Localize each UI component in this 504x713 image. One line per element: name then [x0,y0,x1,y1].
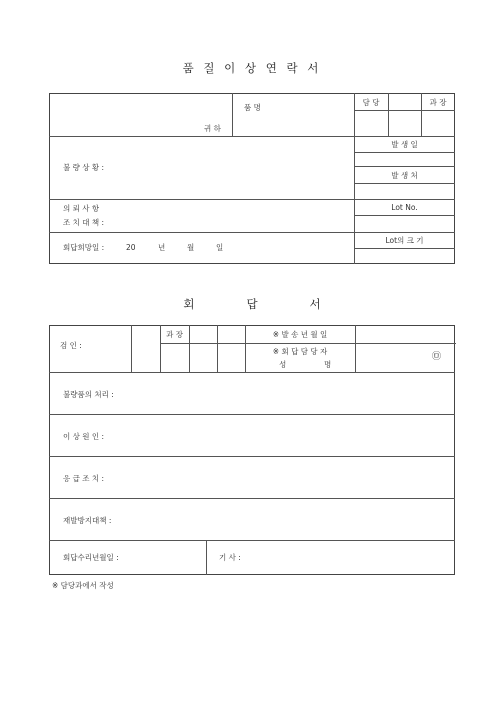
page-title: 품 질 이 상 연 락 서 [182,61,322,75]
section-chief-label: 과 장 [166,330,183,339]
product-name-label: 품 명 [244,103,261,112]
divider [354,183,455,184]
reply-title-char: 회 [183,297,195,311]
send-date-label: ※ 발 송 년 월 일 [272,330,328,339]
divider [49,232,455,233]
action-plan-label: 조 치 대 책 : [63,218,105,227]
divider [49,498,455,499]
section-chief-label: 과 장 [429,98,447,107]
reply-title [0,296,504,312]
divider [131,325,132,372]
reply-manager-label: ※ 회 답 담 당 자 [272,347,328,356]
reply-year-unit: 년 [158,243,166,252]
divider [49,456,455,457]
divider [354,136,455,137]
reply-year: 20 [126,243,136,252]
reply-day-unit: 일 [216,243,224,252]
occurrence-place-label: 발 생 처 [391,171,418,180]
recipient-label: 귀 하 [204,124,221,133]
lot-no-label: Lot No. [391,203,418,212]
divider [49,540,455,541]
divider [49,414,455,415]
reply-title-char: 서 [309,297,321,311]
repair-date-label: 회답수리년월일 : [63,553,119,562]
manager-label: 담 당 [362,98,380,107]
emergency-action-label: 응 급 조 치 : [63,474,105,483]
divider [49,199,455,200]
divider [354,152,455,153]
reply-manager-name-b: 명 [324,360,332,369]
reply-month-unit: 월 [187,243,195,252]
defect-status-label: 불 량 상 황 : [63,163,105,172]
divider [388,93,389,136]
divider [355,325,356,372]
reply-manager-name-a: 성 [279,360,287,369]
divider [189,325,190,372]
seal-mark: ㉤ [432,352,442,362]
approval-label: 검 인 : [60,341,82,350]
lot-size-label: Lot의 크 기 [385,236,424,245]
prevention-label: 재발방지대책 : [63,516,112,525]
divider [354,215,455,216]
footnote: ※ 담당과에서 작성 [52,581,114,590]
reply-date-label: 회답희망일 : [63,243,105,252]
divider [160,343,456,344]
request-items-label: 의 뢰 사 항 [63,204,100,213]
reply-form [49,325,455,575]
divider [354,248,455,249]
divider [49,136,354,137]
defect-handling-label: 불량품의 처리 : [63,390,114,399]
divider [232,93,233,136]
occurrence-date-label: 발 생 일 [391,140,418,149]
divider [217,325,218,372]
divider [354,110,455,111]
divider [206,540,207,575]
reply-title-char: 답 [246,297,258,311]
abnormal-cause-label: 이 상 원 인 : [63,432,105,441]
remarks-label: 기 사 : [219,553,241,562]
divider [49,372,455,373]
divider [354,166,455,167]
